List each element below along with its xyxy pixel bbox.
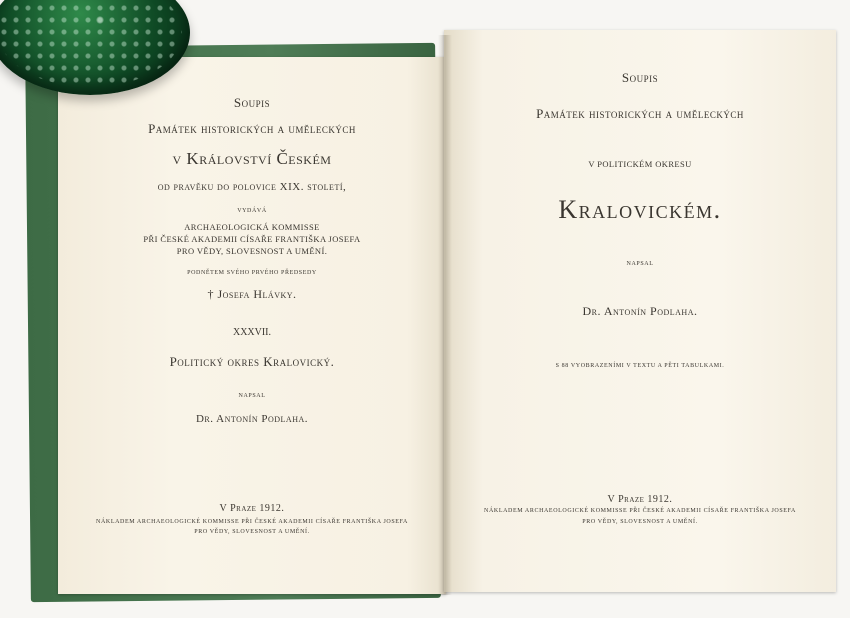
left-author-intro: NAPSAL — [238, 393, 266, 399]
right-illustrations: S 88 VYOBRAZENÍMI V TEXTU A PĚTI TABULKAMI. — [555, 363, 725, 369]
left-kingdom: v Království Českém — [172, 149, 332, 168]
right-district-intro: V POLITICKÉM OKRESU — [588, 159, 692, 169]
left-period: od pravěku do polovice XIX. století, — [157, 181, 347, 193]
left-author: Dr. Antonín Podlaha. — [195, 413, 309, 425]
right-series-title: Soupis — [621, 70, 659, 85]
right-author: Dr. Antonín Podlaha. — [582, 304, 698, 318]
right-imprint-line1: NÁKLADEM ARCHAEOLOGICKÉ KOMMISSE PŘI ČESKÉ AKADEMII CÍSAŘE FRANTIŠKA JOSEFA — [484, 508, 796, 514]
right-author-intro: NAPSAL — [626, 261, 654, 267]
right-imprint-line2: PRO VĚDY, SLOVESNOST A UMĚNÍ. — [582, 519, 698, 525]
book-gutter — [438, 35, 452, 595]
left-commission-line2: PŘI ČESKÉ AKADEMII CÍSAŘE FRANTIŠKA JOSEFA — [143, 234, 361, 244]
left-imprint-line2: PRO VĚDY, SLOVESNOST A UMĚNÍ. — [194, 529, 310, 535]
left-imprint-line1: NÁKLADEM ARCHAEOLOGICKÉ KOMMISSE PŘI ČESKÉ AKADEMII CÍSAŘE FRANTIŠKA JOSEFA — [96, 519, 408, 525]
left-founder: † Josefa Hlávky. — [207, 287, 297, 301]
left-publisher-intro: VYDÁVÁ — [237, 208, 267, 214]
left-series-title: Soupis — [233, 95, 271, 110]
left-commission-line3: PRO VĚDY, SLOVESNOST A UMĚNÍ. — [176, 246, 328, 256]
right-place-year: V Praze 1912. — [607, 494, 673, 505]
left-commission-line1: ARCHAEOLOGICKÁ KOMMISSE — [184, 222, 320, 232]
left-series-subtitle: Památek historických a uměleckých — [148, 121, 356, 136]
left-district: Politický okres Kralovický. — [169, 354, 335, 369]
right-title-page — [444, 30, 836, 592]
left-title-page — [58, 57, 446, 594]
left-place-year: V Praze 1912. — [219, 503, 285, 514]
left-initiated-by: PODNĚTEM SVÉHO PRVÉHO PŘEDSEDY — [187, 270, 317, 276]
left-volume: XXXVII. — [232, 327, 272, 338]
right-district: Kralovickém. — [558, 195, 722, 224]
right-series-subtitle: Památek historických a uměleckých — [536, 106, 744, 121]
